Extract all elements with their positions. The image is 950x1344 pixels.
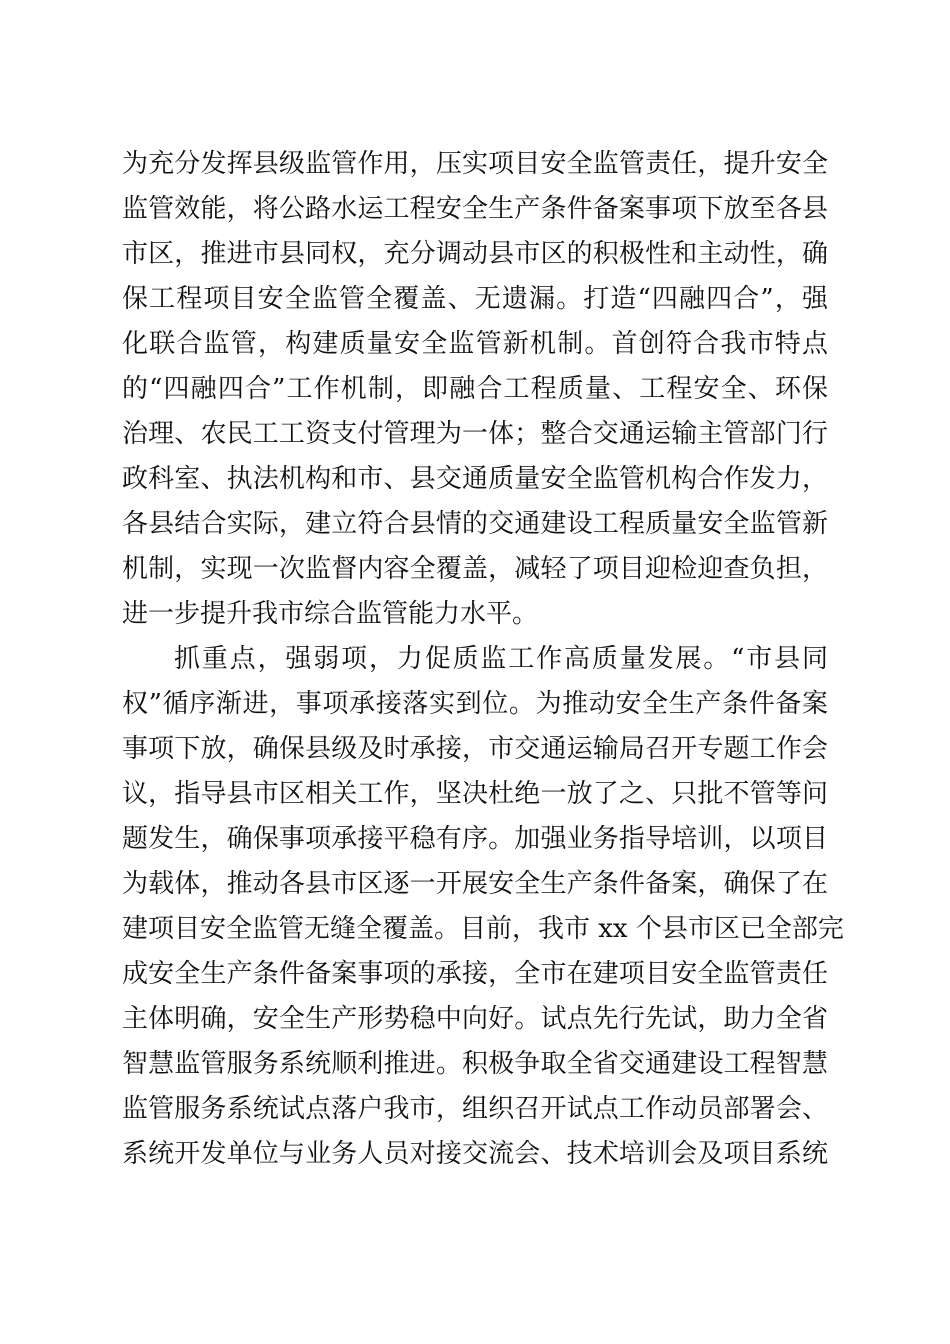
text-line: 保工程项目安全监管全覆盖、无遗漏。打造“四融四合”，强 (122, 284, 828, 314)
text-line: 成安全生产条件备案事项的承接，全市在建项目安全监管责任 (122, 959, 828, 989)
text-line: 为载体，推动各县市区逐一开展安全生产条件备案，确保了在 (122, 869, 828, 899)
text-line: 治理、农民工工资支付管理为一体；整合交通运输主管部门行 (122, 419, 828, 449)
text-line: 题发生，确保事项承接平稳有序。加强业务指导培训，以项目 (122, 824, 828, 854)
text-line: 权”循序渐进，事项承接落实到位。为推动安全生产条件备案 (122, 689, 828, 719)
text-line: 为充分发挥县级监管作用，压实项目安全监管责任，提升安全 (122, 149, 828, 179)
text-line: 各县结合实际，建立符合县情的交通建设工程质量安全监管新 (122, 509, 828, 539)
text-line: 议，指导县市区相关工作，坚决杜绝一放了之、只批不管等问 (122, 779, 828, 809)
text-line: 事项下放，确保县级及时承接，市交通运输局召开专题工作会 (122, 734, 828, 764)
text-line: 系统开发单位与业务人员对接交流会、技术培训会及项目系统 (122, 1139, 828, 1169)
text-line: 监管服务系统试点落户我市，组织召开试点工作动员部署会、 (122, 1094, 828, 1124)
text-line: 监管效能，将公路水运工程安全生产条件备案事项下放至各县 (122, 194, 828, 224)
text-line: 主体明确，安全生产形势稳中向好。试点先行先试，助力全省 (122, 1004, 828, 1034)
text-line: 建项目安全监管无缝全覆盖。目前，我市 xx 个县市区已全部完 (122, 914, 844, 944)
text-line: 机制，实现一次监督内容全覆盖，减轻了项目迎检迎查负担， (122, 554, 828, 584)
text-line: 化联合监管，构建质量安全监管新机制。首创符合我市特点 (122, 329, 828, 359)
paragraph-first-line: 抓重点，强弱项，力促质监工作高质量发展。“市县同 (174, 644, 828, 674)
text-line: 进一步提升我市综合监管能力水平。 (122, 599, 539, 629)
text-line: 的“四融四合”工作机制，即融合工程质量、工程安全、环保 (122, 374, 828, 404)
text-line: 市区，推进市县同权，充分调动县市区的积极性和主动性，确 (122, 239, 828, 269)
text-line: 政科室、执法机构和市、县交通质量安全监管机构合作发力， (122, 464, 828, 494)
text-line: 智慧监管服务系统顺利推进。积极争取全省交通建设工程智慧 (122, 1049, 828, 1079)
